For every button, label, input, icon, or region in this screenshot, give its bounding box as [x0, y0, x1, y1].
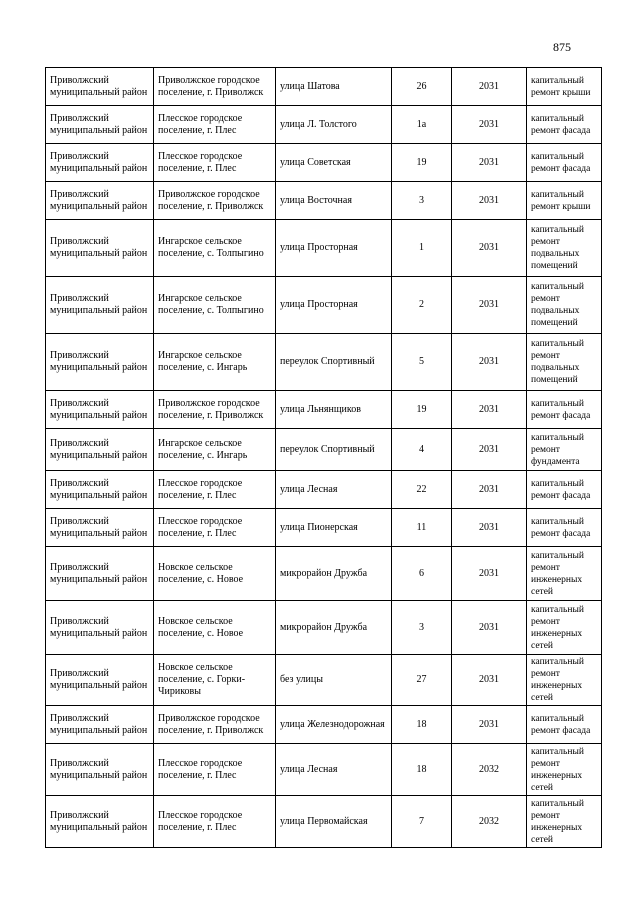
- work-type-cell: капитальный ремонт фасада: [527, 471, 602, 509]
- street-cell: улица Льнянщиков: [276, 391, 392, 429]
- street-cell: улица Железнодорожная: [276, 706, 392, 744]
- work-type-cell: капитальный ремонт подвальных помещений: [527, 220, 602, 277]
- district-cell: Приволжский муниципальный район: [46, 706, 154, 744]
- district-cell: Приволжский муниципальный район: [46, 471, 154, 509]
- year-cell: 2031: [452, 334, 527, 391]
- settlement-cell: Ингарское сельское поселение, с. Толпыгино: [154, 220, 276, 277]
- year-cell: 2031: [452, 144, 527, 182]
- district-cell: Приволжский муниципальный район: [46, 796, 154, 848]
- work-type-cell: капитальный ремонт подвальных помещений: [527, 334, 602, 391]
- work-type-cell: капитальный ремонт инженерных сетей: [527, 796, 602, 848]
- street-cell: переулок Спортивный: [276, 334, 392, 391]
- district-cell: Приволжский муниципальный район: [46, 182, 154, 220]
- settlement-cell: Приволжское городское поселение, г. Приволжск: [154, 706, 276, 744]
- street-cell: улица Просторная: [276, 220, 392, 277]
- work-type-cell: капитальный ремонт крыши: [527, 68, 602, 106]
- house-number-cell: 1: [392, 220, 452, 277]
- street-cell: улица Пионерская: [276, 509, 392, 547]
- year-cell: 2031: [452, 182, 527, 220]
- district-cell: Приволжский муниципальный район: [46, 220, 154, 277]
- district-cell: Приволжский муниципальный район: [46, 391, 154, 429]
- work-type-cell: капитальный ремонт инженерных сетей: [527, 744, 602, 796]
- settlement-cell: Плесское городское поселение, г. Плес: [154, 796, 276, 848]
- settlement-cell: Новское сельское поселение, с. Новое: [154, 601, 276, 655]
- district-cell: Приволжский муниципальный район: [46, 547, 154, 601]
- street-cell: улица Шатова: [276, 68, 392, 106]
- table-row: [46, 796, 602, 848]
- table-row: [46, 106, 602, 144]
- table-row: [46, 144, 602, 182]
- settlement-cell: Ингарское сельское поселение, с. Ингарь: [154, 334, 276, 391]
- year-cell: 2032: [452, 744, 527, 796]
- street-cell: микрорайон Дружба: [276, 547, 392, 601]
- work-type-cell: капитальный ремонт фасада: [527, 509, 602, 547]
- house-number-cell: 4: [392, 429, 452, 471]
- table-row: [46, 547, 602, 601]
- house-number-cell: 1а: [392, 106, 452, 144]
- house-number-cell: 19: [392, 391, 452, 429]
- street-cell: улица Просторная: [276, 277, 392, 334]
- house-number-cell: 11: [392, 509, 452, 547]
- work-type-cell: капитальный ремонт фасада: [527, 106, 602, 144]
- year-cell: 2031: [452, 391, 527, 429]
- house-number-cell: 5: [392, 334, 452, 391]
- work-type-cell: капитальный ремонт фасада: [527, 706, 602, 744]
- house-number-cell: 18: [392, 706, 452, 744]
- house-number-cell: 7: [392, 796, 452, 848]
- page-number: 875: [553, 40, 571, 54]
- table-row: [46, 471, 602, 509]
- house-number-cell: 19: [392, 144, 452, 182]
- work-type-cell: капитальный ремонт крыши: [527, 182, 602, 220]
- work-type-cell: капитальный ремонт фасада: [527, 391, 602, 429]
- district-cell: Приволжский муниципальный район: [46, 744, 154, 796]
- settlement-cell: Плесское городское поселение, г. Плес: [154, 509, 276, 547]
- year-cell: 2031: [452, 655, 527, 706]
- house-number-cell: 26: [392, 68, 452, 106]
- work-type-cell: капитальный ремонт инженерных сетей: [527, 601, 602, 655]
- street-cell: улица Восточная: [276, 182, 392, 220]
- table-row: [46, 601, 602, 655]
- year-cell: 2031: [452, 220, 527, 277]
- street-cell: улица Л. Толстого: [276, 106, 392, 144]
- year-cell: 2031: [452, 471, 527, 509]
- district-cell: Приволжский муниципальный район: [46, 601, 154, 655]
- table-row: [46, 68, 602, 106]
- district-cell: Приволжский муниципальный район: [46, 106, 154, 144]
- settlement-cell: Ингарское сельское поселение, с. Толпыгино: [154, 277, 276, 334]
- table-row: [46, 391, 602, 429]
- street-cell: без улицы: [276, 655, 392, 706]
- settlement-cell: Плесское городское поселение, г. Плес: [154, 471, 276, 509]
- year-cell: 2031: [452, 547, 527, 601]
- work-type-cell: капитальный ремонт фундамента: [527, 429, 602, 471]
- settlement-cell: Плесское городское поселение, г. Плес: [154, 144, 276, 182]
- house-number-cell: 27: [392, 655, 452, 706]
- district-cell: Приволжский муниципальный район: [46, 277, 154, 334]
- house-number-cell: 6: [392, 547, 452, 601]
- settlement-cell: Приволжское городское поселение, г. Приволжск: [154, 68, 276, 106]
- work-type-cell: капитальный ремонт инженерных сетей: [527, 547, 602, 601]
- table-row: [46, 220, 602, 277]
- work-type-cell: капитальный ремонт инженерных сетей: [527, 655, 602, 706]
- table-row: [46, 277, 602, 334]
- table-row: [46, 706, 602, 744]
- settlement-cell: Приволжское городское поселение, г. Приволжск: [154, 391, 276, 429]
- work-type-cell: капитальный ремонт подвальных помещений: [527, 277, 602, 334]
- street-cell: улица Лесная: [276, 471, 392, 509]
- house-number-cell: 22: [392, 471, 452, 509]
- district-cell: Приволжский муниципальный район: [46, 429, 154, 471]
- work-type-cell: капитальный ремонт фасада: [527, 144, 602, 182]
- table-row: [46, 509, 602, 547]
- street-cell: улица Лесная: [276, 744, 392, 796]
- settlement-cell: Приволжское городское поселение, г. Приволжск: [154, 182, 276, 220]
- district-cell: Приволжский муниципальный район: [46, 68, 154, 106]
- year-cell: 2031: [452, 277, 527, 334]
- street-cell: микрорайон Дружба: [276, 601, 392, 655]
- settlement-cell: Новское сельское поселение, с. Горки-Чириковы: [154, 655, 276, 706]
- district-cell: Приволжский муниципальный район: [46, 144, 154, 182]
- district-cell: Приволжский муниципальный район: [46, 334, 154, 391]
- house-number-cell: 3: [392, 601, 452, 655]
- table-row: [46, 429, 602, 471]
- house-number-cell: 2: [392, 277, 452, 334]
- street-cell: улица Советская: [276, 144, 392, 182]
- settlement-cell: Новское сельское поселение, с. Новое: [154, 547, 276, 601]
- repair-schedule-table: [45, 67, 602, 848]
- house-number-cell: 3: [392, 182, 452, 220]
- district-cell: Приволжский муниципальный район: [46, 655, 154, 706]
- year-cell: 2031: [452, 601, 527, 655]
- year-cell: 2031: [452, 106, 527, 144]
- table-row: [46, 334, 602, 391]
- year-cell: 2032: [452, 796, 527, 848]
- year-cell: 2031: [452, 509, 527, 547]
- street-cell: переулок Спортивный: [276, 429, 392, 471]
- settlement-cell: Ингарское сельское поселение, с. Ингарь: [154, 429, 276, 471]
- table-row: [46, 655, 602, 706]
- year-cell: 2031: [452, 706, 527, 744]
- settlement-cell: Плесское городское поселение, г. Плес: [154, 106, 276, 144]
- settlement-cell: Плесское городское поселение, г. Плес: [154, 744, 276, 796]
- street-cell: улица Первомайская: [276, 796, 392, 848]
- district-cell: Приволжский муниципальный район: [46, 509, 154, 547]
- table-row: [46, 182, 602, 220]
- year-cell: 2031: [452, 68, 527, 106]
- table-row: [46, 744, 602, 796]
- year-cell: 2031: [452, 429, 527, 471]
- house-number-cell: 18: [392, 744, 452, 796]
